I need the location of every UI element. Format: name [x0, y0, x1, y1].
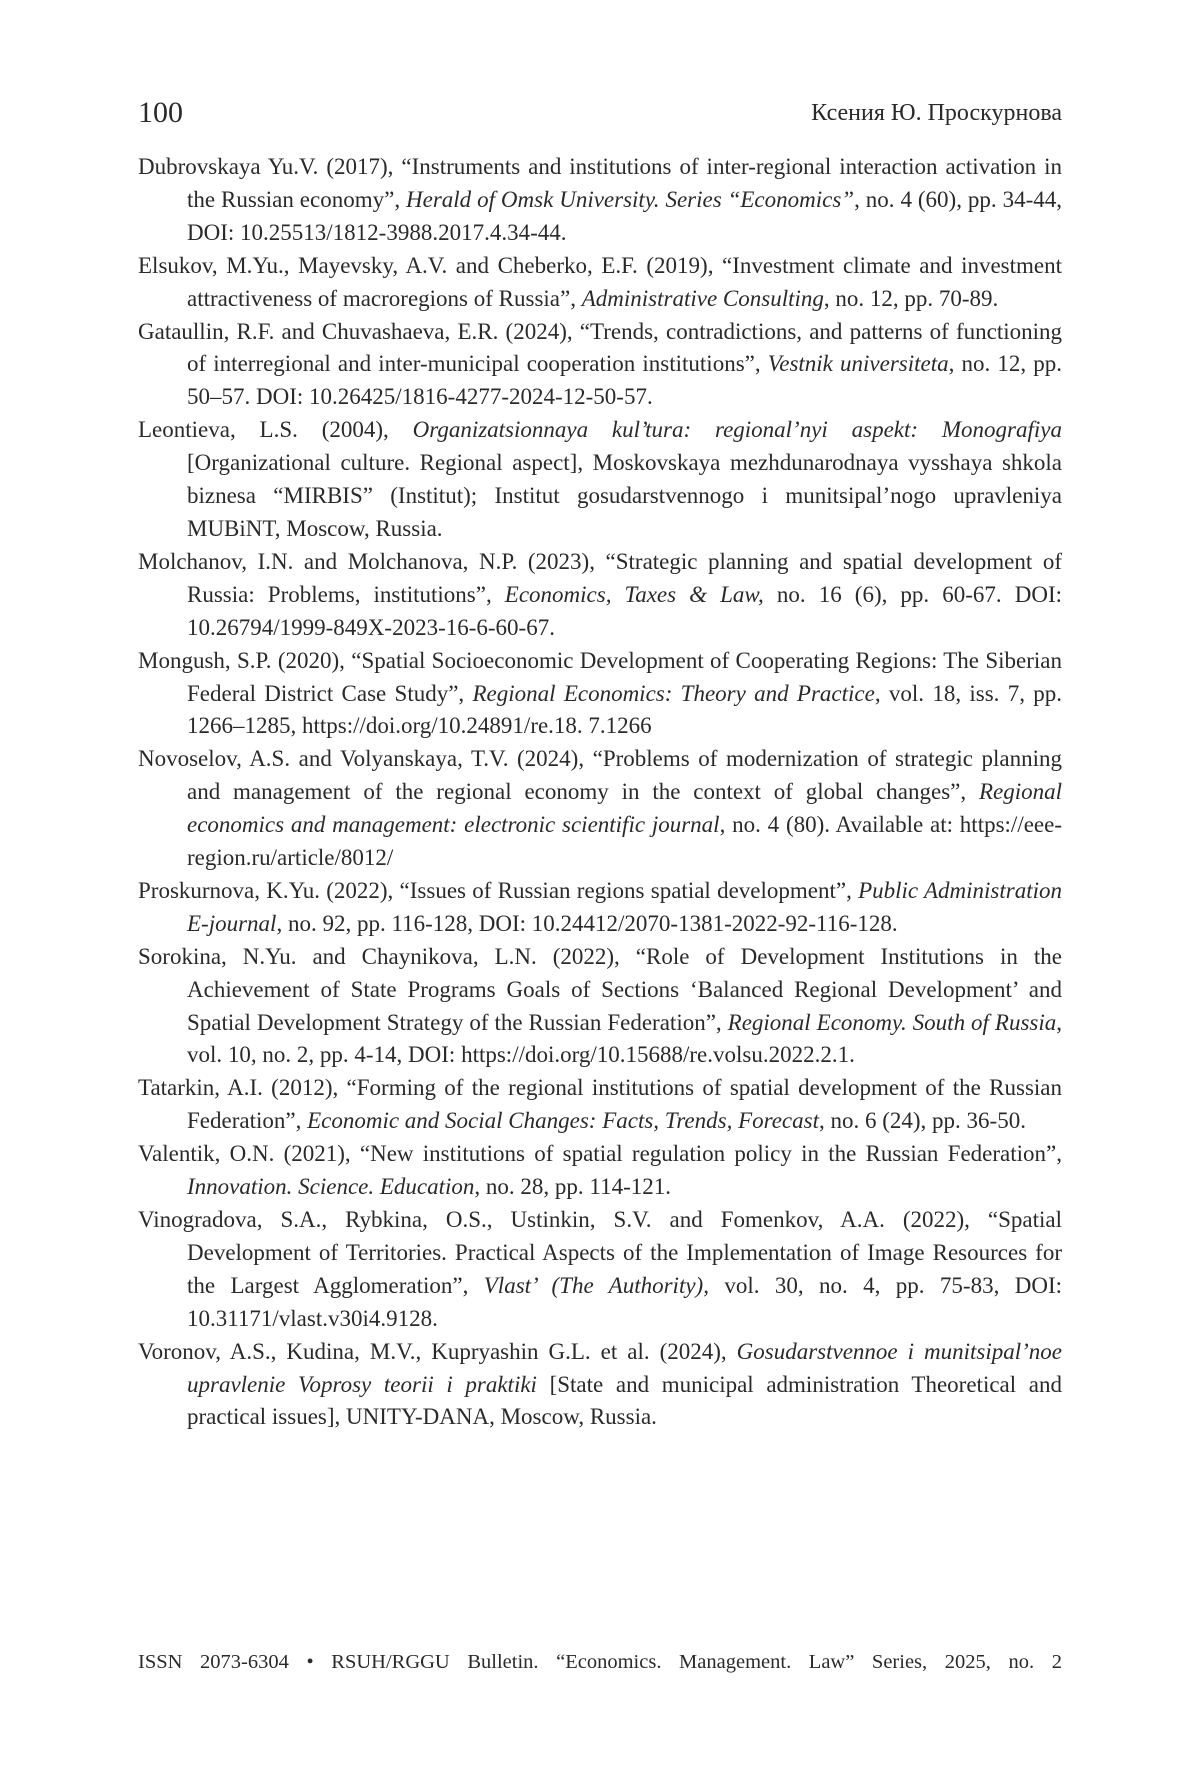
reference-source-title: Herald of Omsk University. Series “Economics” — [406, 187, 854, 212]
reference-text: vol. 30, no. 4, pp. 75-83, DOI: 10.31171/vlast.v30i4.9128. — [187, 1273, 1062, 1331]
reference-entry — [138, 743, 1062, 875]
reference-source-title: Organizatsionnaya kul’tura: regional’nyi aspekt: Monografiya — [413, 417, 1062, 442]
reference-entry — [138, 250, 1062, 316]
reference-text: , no. 28, pp. 114-121. — [474, 1174, 671, 1199]
page-number: 100 — [138, 96, 183, 130]
reference-source-title: Public Administration E-journal — [187, 878, 1062, 936]
reference-text: [Organizational culture. Regional aspect], Moskovskaya mezhdunarodnaya vysshaya shkola biznesa “MIRBIS” (Institut); Institut gosudarstvennogo i munitsipal’nogo upravleniya MUBiNT, Moscow, Russia. — [187, 450, 1062, 541]
reference-entry — [138, 546, 1062, 645]
reference-text: , no. 92, pp. 116-128, DOI: 10.24412/2070-1381-2022-92-116-128. — [276, 911, 897, 936]
reference-entry — [138, 1138, 1062, 1204]
reference-entry — [138, 316, 1062, 415]
reference-text: Tatarkin, A.I. (2012), “Forming of the regional institutions of spatial development of the Russian Federation”, — [138, 1075, 1062, 1133]
reference-text: Proskurnova, K.Yu. (2022), “Issues of Russian regions spatial development”, — [138, 878, 858, 903]
reference-source-title: Innovation. Science. Education — [187, 1174, 474, 1199]
reference-text: Vinogradova, S.A., Rybkina, O.S., Ustinkin, S.V. and Fomenkov, A.A. (2022), “Spatial Development of Territories. Practical Aspects of the Implementation of Image Resources for the Largest Agglomeration”, — [138, 1207, 1062, 1298]
reference-entry — [138, 1336, 1062, 1435]
reference-entry — [138, 941, 1062, 1073]
reference-text: , no. 12, pp. 50–57. DOI: 10.26425/1816-4277-2024-12-50-57. — [187, 351, 1062, 409]
reference-source-title: Regional economics and management: electronic scientific journal — [187, 779, 1062, 837]
reference-source-title: Vlast’ (The Authority), — [484, 1273, 709, 1298]
reference-entry — [138, 1204, 1062, 1336]
reference-text: Novoselov, A.S. and Volyanskaya, T.V. (2024), “Problems of modernization of strategic planning and management of the regional economy in the context of global changes”, — [138, 746, 1062, 804]
reference-text: Elsukov, M.Yu., Mayevsky, A.V. and Cheberko, E.F. (2019), “Investment climate and investment attractiveness of macroregions of Russia”, — [138, 253, 1062, 311]
reference-list — [138, 151, 1062, 1434]
reference-text: Dubrovskaya Yu.V. (2017), “Instruments and institutions of inter-regional interaction activation in the Russian economy”, — [138, 154, 1062, 212]
reference-entry — [138, 1072, 1062, 1138]
reference-source-title: Economics, Taxes & Law, — [505, 582, 764, 607]
reference-text: Sorokina, N.Yu. and Chaynikova, L.N. (2022), “Role of Development Institutions in the Achievement of State Programs Goals of Sections ‘Balanced Regional Development’ and Spatial Development Strategy of the Russian Federation”, — [138, 944, 1062, 1035]
reference-source-title: Economic and Social Changes: Facts, Trends, Forecast — [307, 1108, 819, 1133]
reference-text: , no. 6 (24), pp. 36-50. — [819, 1108, 1026, 1133]
reference-text: [State and municipal administration Theoretical and practical issues], UNITY-DANA, Moscow, Russia. — [187, 1372, 1062, 1430]
reference-text: , no. 12, pp. 70-89. — [824, 286, 998, 311]
reference-text: Voronov, A.S., Kudina, M.V., Kupryashin G.L. et al. (2024), — [138, 1339, 737, 1364]
reference-entry — [138, 151, 1062, 250]
reference-text: Valentik, O.N. (2021), “New institutions of spatial regulation policy in the Russian Federation”, — [138, 1141, 1062, 1166]
reference-text: Leontieva, L.S. (2004), — [138, 417, 413, 442]
reference-text: no. 16 (6), pp. 60-67. DOI: 10.26794/1999-849X-2023-16-6-60-67. — [187, 582, 1062, 640]
reference-source-title: Regional Economics: Theory and Practice — [472, 681, 874, 706]
reference-source-title: Vestnik universiteta — [768, 351, 949, 376]
reference-source-title: Gosudarstvennoe i munitsipal’noe upravlenie Voprosy teorii i praktiki — [187, 1339, 1062, 1397]
reference-text: Molchanov, I.N. and Molchanova, N.P. (2023), “Strategic planning and spatial development of Russia: Problems, institutions”, — [138, 549, 1062, 607]
running-header-author: Ксения Ю. Проскурнова — [811, 100, 1062, 127]
reference-entry — [138, 414, 1062, 546]
reference-entry — [138, 875, 1062, 941]
reference-text: , vol. 10, no. 2, pp. 4-14, DOI: https://doi.org/10.15688/re.volsu.2022.2.1. — [187, 1010, 1062, 1068]
page-footer: ISSN 2073-6304 • RSUH/RGGU Bulletin. “Economics. Management. Law” Series, 2025, no. 2 — [138, 1651, 1062, 1674]
reference-source-title: Administrative Consulting — [582, 286, 824, 311]
reference-text: Gataullin, R.F. and Chuvashaeva, E.R. (2024), “Trends, contradictions, and patterns of functioning of interregional and inter-municipal cooperation institutions”, — [138, 319, 1062, 377]
running-header — [138, 96, 1062, 130]
reference-text: , no. 4 (60), pp. 34-44, DOI: 10.25513/1812-3988.2017.4.34-44. — [187, 187, 1062, 245]
reference-text: , vol. 18, iss. 7, pp. 1266–1285, https://doi.org/10.24891/re.18. 7.1266 — [187, 681, 1062, 739]
reference-text: Mongush, S.P. (2020), “Spatial Socioeconomic Development of Cooperating Regions: The Siberian Federal District Case Study”, — [138, 648, 1062, 706]
reference-entry — [138, 645, 1062, 744]
reference-source-title: Regional Economy. South of Russia — [728, 1010, 1057, 1035]
reference-text: , no. 4 (80). Available at: https://eee-region.ru/article/8012/ — [187, 812, 1062, 870]
